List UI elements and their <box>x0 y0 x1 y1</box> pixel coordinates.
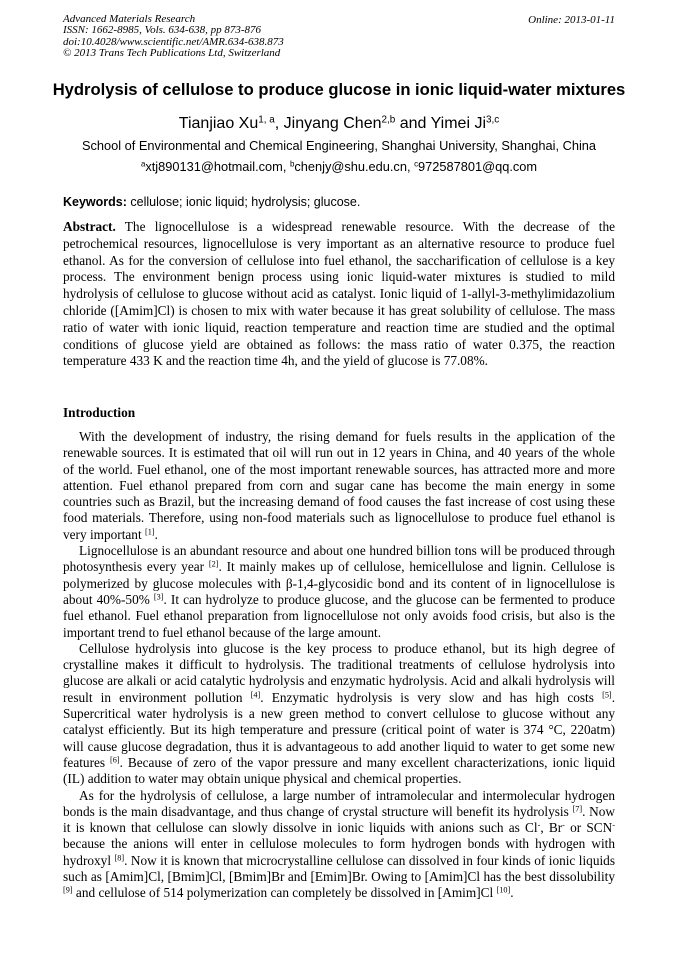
email-list <box>0 159 678 174</box>
email-mark: c <box>414 159 419 169</box>
email-separator: , <box>282 159 290 174</box>
paragraph-text: . <box>510 885 514 901</box>
paragraph-text: Lignocellulose is an abundant resource and about one hundred billion tons will be produced through photosynthesis every year <box>63 543 615 575</box>
paragraph-text: . Enzymatic hydrolysis is very slow and has high costs <box>260 689 603 705</box>
paragraph-text: . Now it is known that cellulose can slowly dissolve in ionic liquids with anions such as Cl <box>63 803 615 836</box>
citation-superscript: [4] <box>250 690 261 700</box>
citation-superscript: [7] <box>572 804 583 814</box>
keywords-label: Keywords: <box>63 195 127 209</box>
citation-superscript: [6] <box>110 755 120 765</box>
journal-name: Advanced Materials Research <box>63 13 196 25</box>
paragraph-text: . It can hydrolyze to produce glucose, and the glucose can be fermented to produce fuel ethanol. Fuel ethanol preparation from lignocellulose not only avoids food crisis, but also is the important trend to fuel ethanol because of the large amount. <box>63 591 615 640</box>
email-mark: b <box>289 159 295 169</box>
citation-superscript: [9] <box>63 885 73 895</box>
paragraph <box>63 788 615 902</box>
email-separator: , <box>406 159 415 174</box>
copyright-line: © 2013 Trans Tech Publications Ltd, Switzerland <box>63 46 281 59</box>
introduction-body <box>63 429 615 902</box>
paragraph-text: , Br <box>540 820 563 836</box>
citation-superscript: [2] <box>208 559 219 569</box>
author-separator: and <box>395 115 431 132</box>
citation-superscript: [3] <box>153 592 164 602</box>
keywords-text: cellulose; ionic liquid; hydrolysis; glucose. <box>126 195 361 209</box>
email-mark: a <box>140 159 146 169</box>
citation-superscript: - <box>612 820 615 830</box>
journal-header <box>63 14 284 59</box>
email-link[interactable]: xtj890131@hotmail.com <box>145 159 283 174</box>
email-link[interactable]: chenjy@shu.edu.cn <box>294 159 407 174</box>
paragraph-text: As for the hydrolysis of cellulose, a large number of intramolecular and intermolecular hydrogen bonds is the main disadvantage, and thus change of crystal structure will benefit its hydrolysis <box>63 787 615 819</box>
abstract-label: Abstract. <box>63 219 116 234</box>
email-link[interactable]: 972587801@qq.com <box>418 159 538 174</box>
author-separator: , <box>274 115 284 132</box>
paragraph-text: . It mainly makes up of cellulose, hemicellulose and lignin. Cellulose is polymerized by glucose molecules with β-1,4-glycosidic bond and its content of in lignocellulose is about 40%-50% <box>63 559 615 607</box>
doi-link[interactable]: doi:10.4028/www.scientific.net/AMR.634-638.873 <box>63 35 284 48</box>
abstract-text: The lignocellulose is a widespread renewable resource. With the decrease of the petrochemical resources, lignocellulose is very important as an alternative resource to produce fuel ethanol. As for the conversion of cellulose into fuel ethanol, the saccharification of cellulose is a key process. The environment benign process using ionic liquid-water mixtures is studied to mild hydrolysis of cellulose to glucose without acid as catalyst. Ionic liquid of 1-allyl-3-methylimidazolium chloride ([Amim]Cl) is chosen to mix with water because it has great solubility of cellulose. The mass ratio of water with ionic liquid, reaction temperature and reaction time are studied and the optimal conditions of glucose yield are obtained as follows: the mass ratio of water 0.375, the reaction temperature 433 K and the reaction time 4h, and the yield of glucose is 77.08%. <box>63 219 615 369</box>
paragraph <box>63 429 615 543</box>
paragraph <box>63 641 615 788</box>
author-affiliation-mark: 2,b <box>381 114 396 126</box>
paper-title: Hydrolysis of cellulose to produce glucose in ionic liquid-water mixtures <box>52 80 626 99</box>
author-list <box>0 115 678 133</box>
paragraph-text: . Now it is known that microcrystalline cellulose can dissolved in four kinds of ionic liquids such as [Amim]Cl, [Bmim]Cl, [Bmim]Br and [Emim]Br. Owing to [Amim]Cl has the best dissolubility <box>63 852 615 885</box>
section-heading-introduction: Introduction <box>63 405 136 420</box>
citation-superscript: [1] <box>144 527 155 537</box>
paragraph-text: Cellulose hydrolysis into glucose is the key process to produce ethanol, but its high degree of crystalline makes it difficult to hydrolysis. The traditional treatments of cellulose hydrolysis into glucose are alkali or acid catalytic hydrolysis and enzymatic hydrolysis. Acid and alkali hydrolysis will result in environment pollution <box>63 640 615 705</box>
citation-superscript: [10] <box>496 885 511 895</box>
issn-line: ISSN: 1662-8985, Vols. 634-638, pp 873-876 <box>63 24 261 37</box>
paragraph-text: and cellulose of 514 polymerization can completely be dissolved in [Amim]Cl <box>72 885 497 901</box>
paragraph-text: . Because of zero of the vapor pressure and many excellent characterizations, ionic liquid (IL) addition to water may obtain unique physical and chemical properties. <box>63 754 615 787</box>
author-affiliation-mark: 1, a <box>258 114 275 126</box>
keywords <box>63 195 360 209</box>
paragraph-text: With the development of industry, the rising demand for fuels results in the application of the renewable sources. It is estimated that oil will run out in 12 years in China, and 40 years of the whole of the world. Fuel ethanol, one of the most important renewable sources, has attracted more and more attention. Fuel ethanol prepared from corn and sugar cane has become the main energy in some countries such as Brazil, but the increasing demand of food causes the fast increase of cost using these food materials. Therefore, using non-food materials such as lignocellulose to produce fuel ethanol is very important <box>63 429 615 542</box>
paragraph-text: . <box>154 526 158 542</box>
online-date: Online: 2013-01-11 <box>528 14 615 26</box>
author-name: Jinyang Chen <box>283 115 382 132</box>
paragraph-text: because the anions will enter in cellulose molecules to form hydrogen bonds with hydrogen with hydroxyl <box>63 836 615 868</box>
paragraph-text: . Supercritical water hydrolysis is a new green method to convert cellulose to glucose without any catalyst efficiently. But its high temperature and pressure (critical point of water is 374 °C, 220atm) will cause glucose degradation, thus it is advantageous to add another liquid to water to get some new features <box>63 689 616 770</box>
citation-superscript: [5] <box>602 690 612 700</box>
author-affiliation-mark: 3,c <box>486 114 500 126</box>
affiliation: School of Environmental and Chemical Engineering, Shanghai University, Shanghai, China <box>81 138 597 153</box>
abstract <box>63 219 615 370</box>
citation-superscript: - <box>562 820 565 830</box>
citation-superscript: [8] <box>114 853 125 863</box>
author-name: Tianjiao Xu <box>178 115 259 132</box>
paragraph-text: or SCN <box>564 820 613 836</box>
paragraph <box>63 543 615 641</box>
author-name: Yimei Ji <box>430 115 486 132</box>
citation-superscript: - <box>537 820 541 830</box>
